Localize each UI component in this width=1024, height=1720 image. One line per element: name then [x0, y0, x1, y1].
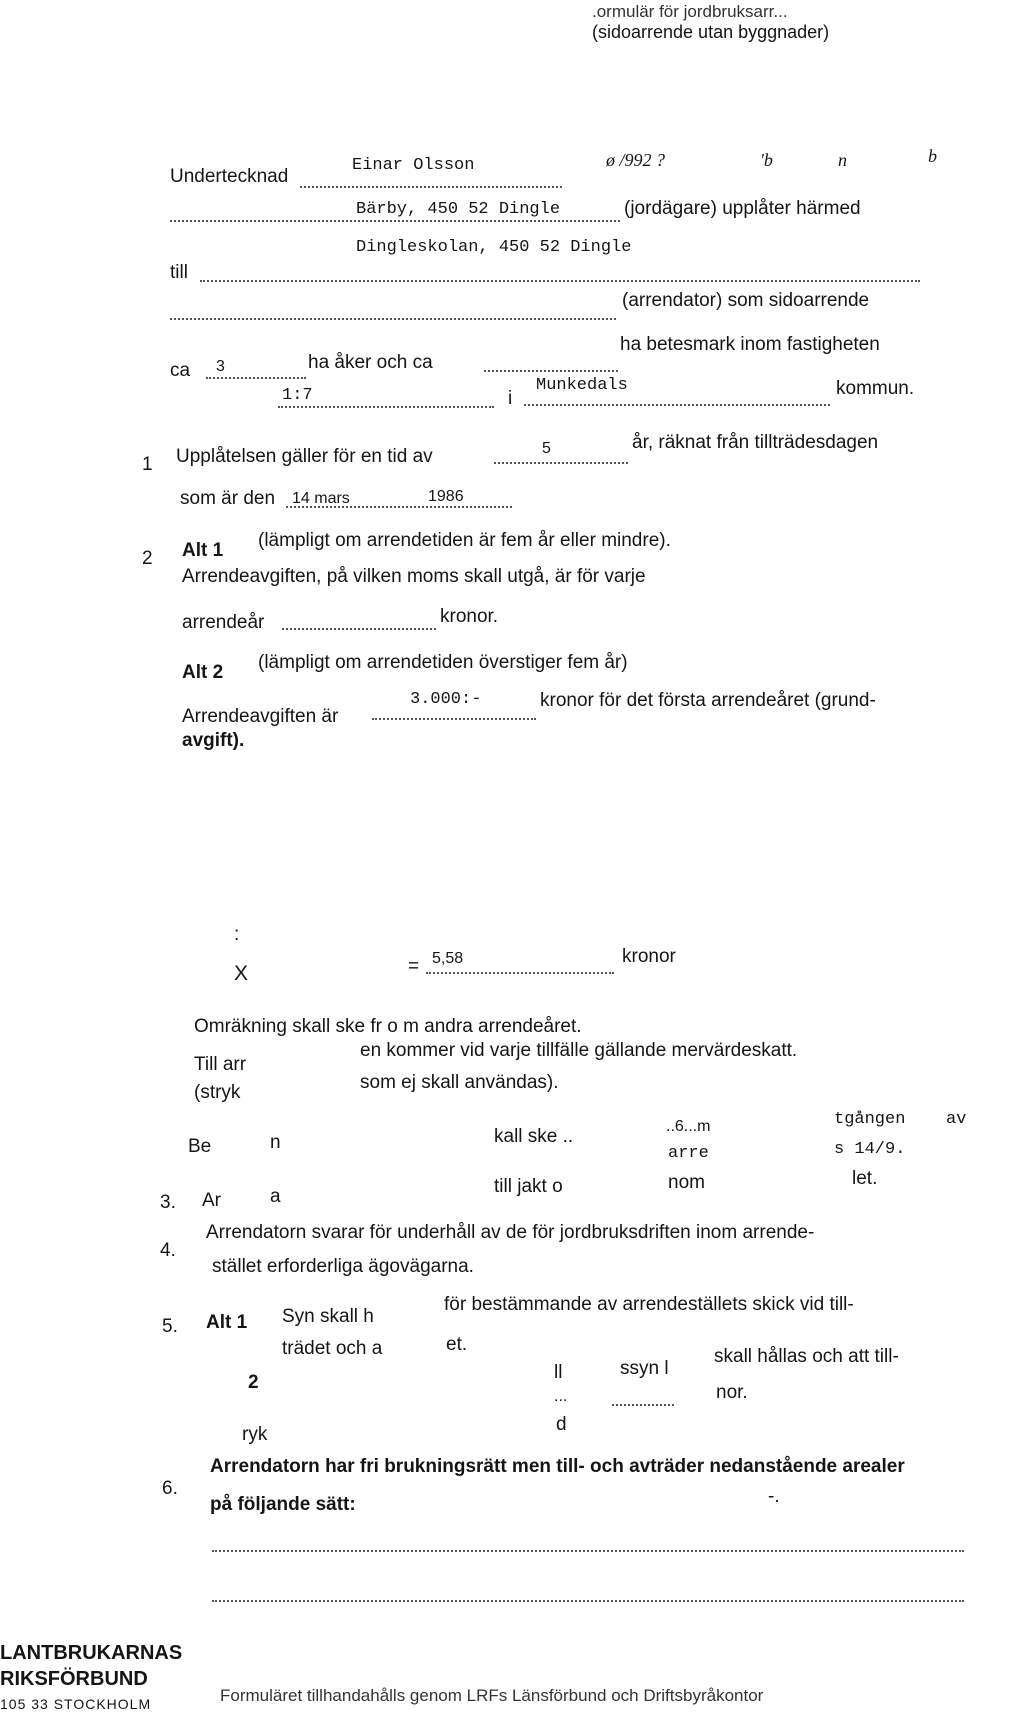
section-5-et: et.: [446, 1334, 468, 1355]
footer-note: Formuläret tillhandahålls genom LRFs Länsförbund och Driftsbyråkontor: [220, 1686, 764, 1705]
date-value: 14 mars: [292, 490, 350, 507]
address-line: [170, 220, 620, 222]
section-6-line-a: [212, 1550, 964, 1552]
s3-let: let.: [852, 1168, 878, 1189]
arrendator-text: (arrendator) som sidoarrende: [622, 290, 870, 311]
handwritten-mark-2: 'b: [760, 150, 773, 170]
tenant-value: Dingleskolan, 450 52 Dingle: [356, 238, 632, 257]
section-5-d: d: [556, 1414, 567, 1435]
be-6m: ..6...m: [666, 1118, 711, 1135]
aker-value: 3: [216, 358, 225, 375]
i-label: i: [508, 388, 513, 409]
tenant-line-2: [170, 318, 616, 320]
section-6-line-1: Arrendatorn har fri brukningsrätt men till- och avträder nedanstående arealer: [210, 1456, 905, 1477]
section-5-ryk: ryk: [242, 1424, 268, 1445]
calc-value: 5,58: [432, 950, 464, 967]
section-5-skall: skall hållas och att till-: [714, 1346, 899, 1367]
fastighet-value: 1:7: [282, 386, 313, 405]
form-title-partial: .ormulär för jordbruksarr...: [592, 2, 788, 21]
alt-1-line-2: Arrendeavgiften, på vilken moms skall utgå, är för varje: [182, 566, 646, 587]
till-arr-b: en kommer vid varje tillfälle gällande mervärdeskatt.: [360, 1040, 798, 1061]
section-5-line: [612, 1404, 674, 1406]
section-4-number: 4.: [160, 1240, 176, 1261]
omrakning-text: Omräkning skall ske fr o m andra arrendeåret.: [194, 1016, 582, 1037]
alt-2-line-2a: Arrendeavgiften är: [182, 706, 339, 727]
alt-2-line-2b: kronor för det första arrendeåret (grund-: [540, 690, 876, 711]
section-6-number: 6.: [162, 1478, 178, 1499]
alt-2-text: (lämpligt om arrendetiden överstiger fem år): [258, 652, 628, 673]
footer-org-1: LANTBRUKARNAS: [0, 1642, 183, 1664]
alt-2-amount-line: [372, 718, 536, 720]
s3-ar: Ar: [202, 1190, 221, 1211]
section-6-dash: -.: [768, 1486, 780, 1507]
colon-mark: :: [234, 924, 240, 945]
section-5-ll: ll: [554, 1362, 563, 1383]
till-label: till: [170, 262, 188, 283]
alt-1-line-3a: arrendeår: [182, 612, 265, 633]
jordagare-text: (jordägare) upplåter härmed: [624, 198, 861, 219]
section-6-line-2: på följande sätt:: [210, 1494, 356, 1515]
footer-address: 105 33 STOCKHOLM: [0, 1696, 152, 1712]
fastighet-line: [278, 406, 494, 408]
section-5-tradet: trädet och a: [282, 1338, 383, 1359]
aker-line: [206, 377, 306, 379]
section-5-nor: nor.: [716, 1382, 748, 1403]
x-mark: X: [234, 962, 249, 985]
year-value: 1986: [428, 488, 464, 505]
alt-1-label: Alt 1: [182, 540, 224, 561]
aker-text: ha åker och ca: [308, 352, 433, 373]
be-av: av: [946, 1110, 967, 1129]
s3-a: a: [270, 1186, 281, 1207]
be-a: Be: [188, 1136, 212, 1157]
section-5-alt-2-num: 2: [248, 1372, 259, 1393]
section-5-number: 5.: [162, 1316, 178, 1337]
alt-1-text: (lämpligt om arrendetiden är fem år eller mindre).: [258, 530, 671, 551]
section-3-number: 3.: [160, 1192, 176, 1213]
be-s: s 14/9.: [834, 1140, 906, 1159]
section-2-number: 2: [142, 548, 153, 569]
till-arr-a: Till arr: [194, 1054, 247, 1075]
alt-2-amount: 3.000:-: [410, 690, 482, 709]
be-n: n: [270, 1132, 281, 1153]
years-line: [494, 462, 628, 464]
betesmark-line: [484, 370, 618, 372]
section-1-number: 1: [142, 454, 153, 475]
alt-1-amount-line: [282, 628, 436, 630]
section-5-dots: ...: [554, 1388, 568, 1405]
section-4-line-1: Arrendatorn svarar för underhåll av de för jordbruksdriften inom arrende-: [206, 1222, 815, 1243]
address-value: Bärby, 450 52 Dingle: [356, 200, 561, 219]
eq-mark: =: [408, 956, 420, 977]
stryk-a: (stryk: [194, 1082, 241, 1103]
name-line: [300, 186, 562, 188]
be-arre: arre: [668, 1144, 709, 1163]
kommun-line: [524, 404, 830, 406]
form-subtitle: (sidoarrende utan byggnader): [592, 22, 830, 42]
alt-2-line-3: avgift).: [182, 730, 245, 751]
section-5-ssyn: ssyn l: [620, 1358, 669, 1379]
section-1-text-2: år, räknat från tillträdesdagen: [632, 432, 879, 453]
alt-1-line-3b: kronor.: [440, 606, 499, 627]
name-value: Einar Olsson: [352, 156, 475, 175]
be-kall: kall ske ..: [494, 1126, 574, 1147]
undertecknad-label: Undertecknad: [170, 166, 289, 187]
years-value: 5: [542, 440, 551, 457]
section-5-syn: Syn skall h: [282, 1306, 374, 1327]
handwritten-mark-3: n: [838, 150, 847, 170]
s3-nom: nom: [668, 1172, 705, 1193]
calc-unit: kronor: [622, 946, 676, 967]
section-5-syn-2: för bestämmande av arrendeställets skick vid till-: [444, 1294, 854, 1315]
kommun-value: Munkedals: [536, 376, 628, 395]
ca-label: ca: [170, 360, 191, 381]
section-6-line-b: [212, 1600, 964, 1602]
s3-jakt: till jakt o: [494, 1176, 563, 1197]
footer-org-2: RIKSFÖRBUND: [0, 1668, 148, 1690]
handwritten-mark-4: b: [928, 146, 937, 166]
be-tgangen: tgången: [834, 1110, 906, 1129]
kommun-label: kommun.: [836, 378, 915, 399]
handwritten-mark-1: ø /992 ?: [606, 150, 666, 170]
betesmark-text: ha betesmark inom fastigheten: [620, 334, 880, 355]
section-4-line-2: stället erforderliga ägovägarna.: [212, 1256, 474, 1277]
section-1-text: Upplåtelsen gäller för en tid av: [176, 446, 433, 467]
section-5-alt-1: Alt 1: [206, 1312, 248, 1333]
alt-2-label: Alt 2: [182, 662, 224, 683]
calc-line: [426, 972, 614, 974]
som-ar-den-label: som är den: [180, 488, 276, 509]
tenant-line: [200, 280, 920, 282]
stryk-b: som ej skall användas).: [360, 1072, 559, 1093]
